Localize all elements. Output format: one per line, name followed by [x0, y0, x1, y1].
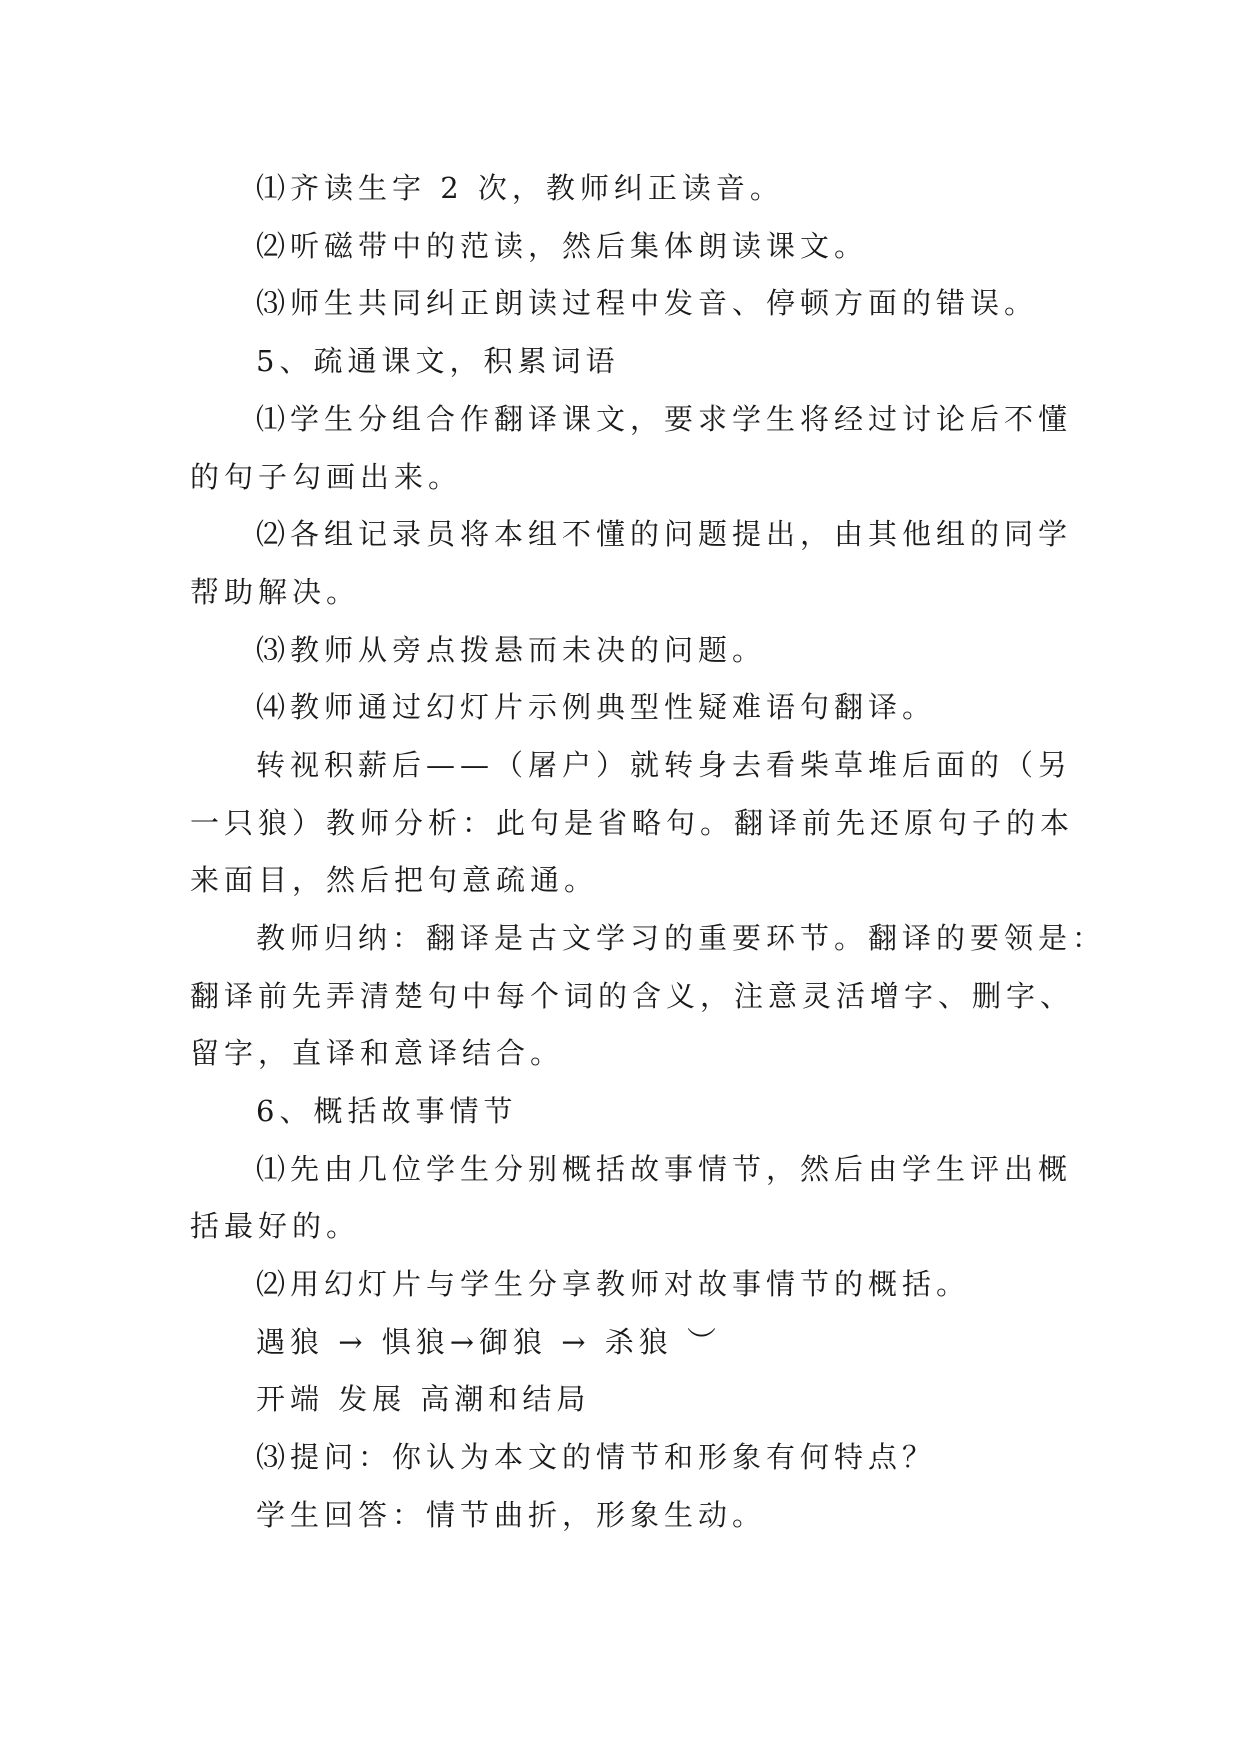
paragraph-line: ⑴齐读生字 2 次，教师纠正读音。 [256, 171, 784, 205]
paragraph-line: ⑵各组记录员将本组不懂的问题提出，由其他组的同学 [256, 517, 1073, 551]
paragraph-line: 的句子勾画出来。 [190, 460, 463, 494]
paragraph-line: 括最好的。 [190, 1209, 361, 1243]
paragraph-line: 帮助解决。 [190, 575, 361, 609]
section-heading: 5、疏通课文，积累词语 [256, 344, 620, 378]
section-heading: 6、概括故事情节 [256, 1094, 518, 1128]
paragraph-line: ⑴先由几位学生分别概括故事情节，然后由学生评出概 [256, 1152, 1073, 1186]
plot-stage-line: 开端 发展 高潮和结局 [256, 1382, 591, 1416]
paragraph-line: 翻译前先弄清楚句中每个词的含义，注意灵活增字、删字、 [190, 979, 1075, 1013]
paragraph-line: 转视积薪后——（屠户）就转身去看柴草堆后面的（另 [256, 748, 1073, 782]
paragraph-line: 教师归纳：翻译是古文学习的重要环节。翻译的要领是： [256, 921, 1107, 955]
paragraph-line: ⑷教师通过幻灯片示例典型性疑难语句翻译。 [256, 690, 937, 724]
paragraph-line: 来面目，然后把句意疏通。 [190, 863, 599, 897]
paragraph-line: ⑶教师从旁点拨悬而未决的问题。 [256, 633, 767, 667]
paragraph-line: ⑵用幻灯片与学生分享教师对故事情节的概括。 [256, 1267, 971, 1301]
paragraph-line: 留字，直译和意译结合。 [190, 1036, 565, 1070]
paragraph-line: ⑴学生分组合作翻译课文，要求学生将经过讨论后不懂 [256, 402, 1073, 436]
paragraph-line: ⑶提问：你认为本文的情节和形象有何特点？ [256, 1440, 937, 1474]
paragraph-line: 一只狼）教师分析：此句是省略句。翻译前先还原句子的本 [190, 806, 1075, 840]
plot-sequence-line: 遇狼 → 惧狼→御狼 → 杀狼 ︶ [256, 1325, 721, 1359]
paragraph-line: 学生回答：情节曲折，形象生动。 [256, 1498, 767, 1532]
paragraph-line: ⑶师生共同纠正朗读过程中发音、停顿方面的错误。 [256, 286, 1039, 320]
paragraph-line: ⑵听磁带中的范读，然后集体朗读课文。 [256, 229, 869, 263]
